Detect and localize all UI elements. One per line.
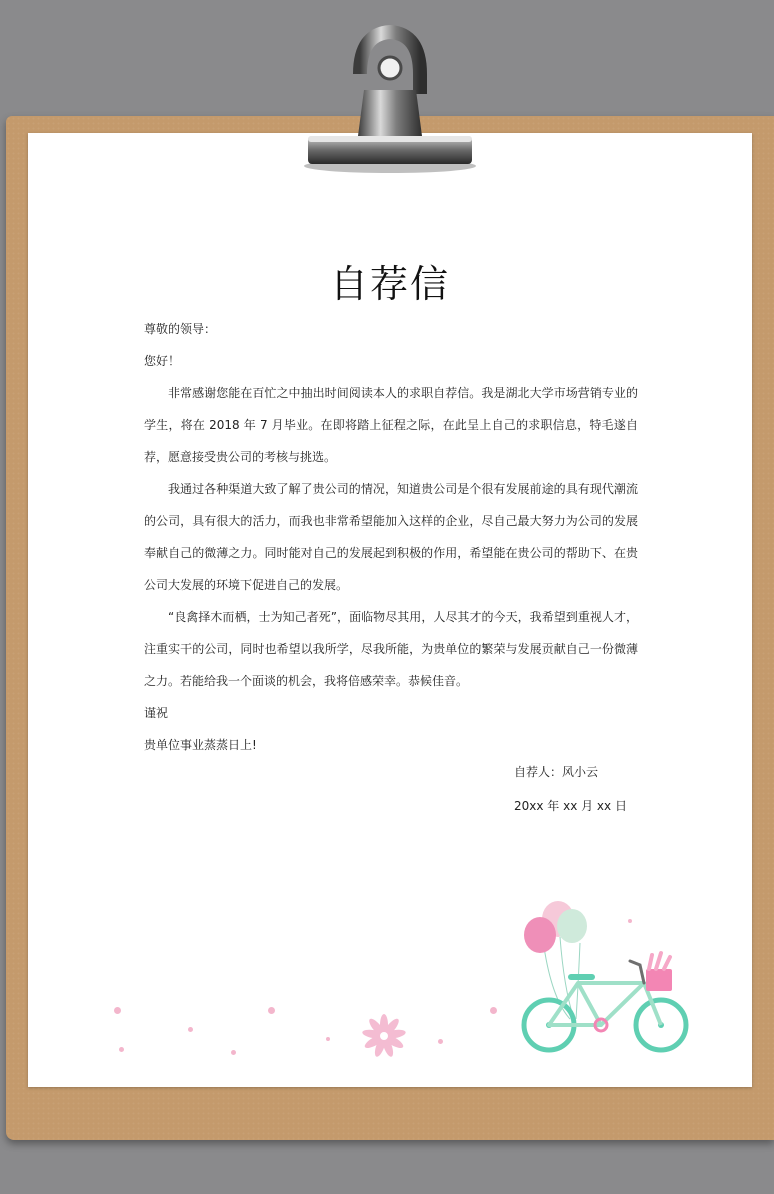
flower-icon — [356, 1011, 412, 1061]
page-title: 自荐信 — [329, 262, 450, 306]
bicycle-with-balloons-illustration — [516, 899, 696, 1063]
pink-dot-decoration — [119, 1047, 124, 1052]
salutation: 尊敬的领导： — [144, 322, 217, 336]
closing: 谨祝 — [144, 706, 169, 720]
greeting: 您好！ — [144, 354, 181, 368]
date: 20xx 年 xx 月 xx 日 — [514, 799, 627, 813]
pink-dot-decoration — [188, 1027, 193, 1032]
pink-dot-decoration — [326, 1037, 330, 1041]
pink-dot-decoration — [114, 1007, 121, 1014]
paragraph: “良禽择木而栖，士为知己者死”，面临物尽其用，人尽其才的今天，我希望到重视人才，注重实干的公司，同时也希望以我所学，尽我所能，为贵单位的繁荣与发展贡献自己一份微薄之力。若能给我一个面谈的机会，我将倍感荣幸。恭候佳音。 — [144, 610, 638, 688]
signature: 自荐人：风小云 — [514, 765, 599, 779]
pink-dot-decoration — [490, 1007, 497, 1014]
pink-dot-decoration — [438, 1039, 443, 1044]
closing-wish: 贵单位事业蒸蒸日上! — [144, 738, 257, 752]
letter-paper — [28, 133, 752, 1087]
letter-body — [144, 313, 638, 761]
pink-dot-decoration — [231, 1050, 236, 1055]
binder-clip-icon — [300, 24, 480, 179]
paragraph: 非常感谢您能在百忙之中抽出时间阅读本人的求职自荐信。我是湖北大学市场营销专业的学生，将在 2018 年 7 月毕业。在即将踏上征程之际，在此呈上自己的求职信息，特毛遂自荐，愿意接受贵公司的考核与挑选。 — [144, 386, 638, 464]
pink-dot-decoration — [268, 1007, 275, 1014]
paragraph: 我通过各种渠道大致了解了贵公司的情况，知道贵公司是个很有发展前途的具有现代潮流的公司，具有很大的活力，而我也非常希望能加入这样的企业，尽自己最大努力为公司的发展奉献自己的微薄之力。同时能对自己的发展起到积极的作用，希望能在贵公司的帮助下、在贵公司大发展的环境下促进自己的发展。 — [144, 482, 638, 592]
